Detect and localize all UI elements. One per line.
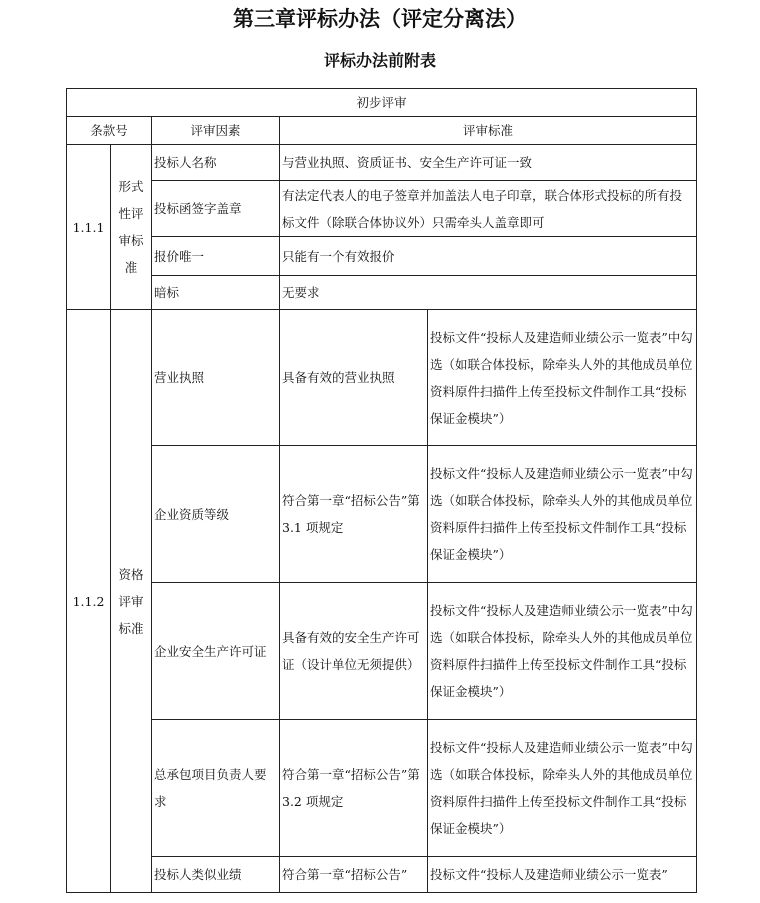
- table-row: [67, 181, 697, 237]
- clause-number: 1.1.1: [67, 145, 111, 310]
- table-row: [67, 276, 697, 310]
- section-header: 初步评审: [67, 89, 697, 117]
- standard-cell: 无要求: [280, 276, 697, 310]
- standard-cell: 符合第一章“招标公告”: [280, 857, 428, 893]
- category-label: 资格评审标准: [111, 310, 152, 893]
- factor-cell: 暗标: [152, 276, 280, 310]
- note-cell: 投标文件“投标人及建造师业绩公示一览表”中勾选（如联合体投标，除牵头人外的其他成员单位资料原件扫描件上传至投标文件制作工具“投标保证金模块”）: [428, 720, 697, 857]
- factor-cell: 投标人类似业绩: [152, 857, 280, 893]
- chapter-title: 第三章评标办法（评定分离法）: [233, 7, 527, 31]
- column-header-row: [67, 117, 697, 145]
- col-header-clause: 条款号: [67, 117, 152, 145]
- table-row: [67, 583, 697, 720]
- col-header-factor: 评审因素: [152, 117, 280, 145]
- note-cell: 投标文件“投标人及建造师业绩公示一览表”中勾选（如联合体投标，除牵头人外的其他成员单位资料原件扫描件上传至投标文件制作工具“投标保证金模块”）: [428, 583, 697, 720]
- clause-number: 1.1.2: [67, 310, 111, 893]
- category-label: 形式性评审标准: [111, 145, 152, 310]
- evaluation-table: [66, 88, 697, 893]
- table-row: [67, 237, 697, 276]
- factor-cell: 企业安全生产许可证: [152, 583, 280, 720]
- table-row: [67, 446, 697, 583]
- note-cell: 投标文件“投标人及建造师业绩公示一览表”中勾选（如联合体投标，除牵头人外的其他成员单位资料原件扫描件上传至投标文件制作工具“投标保证金模块”）: [428, 310, 697, 446]
- table-row: [67, 310, 697, 446]
- table-row: [67, 145, 697, 181]
- standard-cell: 有法定代表人的电子签章并加盖法人电子印章，联合体形式投标的所有投标文件（除联合体协议外）只需牵头人盖章即可: [280, 181, 697, 237]
- standard-cell: 具备有效的安全生产许可证（设计单位无须提供）: [280, 583, 428, 720]
- standard-cell: 具备有效的营业执照: [280, 310, 428, 446]
- factor-cell: 报价唯一: [152, 237, 280, 276]
- table-title: 评标办法前附表: [323, 51, 436, 70]
- factor-cell: 投标人名称: [152, 145, 280, 181]
- table-row: [67, 857, 697, 893]
- table-row: [67, 720, 697, 857]
- col-header-standard: 评审标准: [280, 117, 697, 145]
- standard-cell: 符合第一章“招标公告”第 3.1 项规定: [280, 446, 428, 583]
- factor-cell: 企业资质等级: [152, 446, 280, 583]
- note-cell: 投标文件“投标人及建造师业绩公示一览表”中勾选（如联合体投标，除牵头人外的其他成员单位资料原件扫描件上传至投标文件制作工具“投标保证金模块”）: [428, 446, 697, 583]
- standard-cell: 与营业执照、资质证书、安全生产许可证一致: [280, 145, 697, 181]
- standard-cell: 只能有一个有效报价: [280, 237, 697, 276]
- note-cell: 投标文件“投标人及建造师业绩公示一览表”: [428, 857, 697, 893]
- factor-cell: 投标函签字盖章: [152, 181, 280, 237]
- factor-cell: 营业执照: [152, 310, 280, 446]
- factor-cell: 总承包项目负责人要求: [152, 720, 280, 857]
- standard-cell: 符合第一章“招标公告”第 3.2 项规定: [280, 720, 428, 857]
- section-header-row: [67, 89, 697, 117]
